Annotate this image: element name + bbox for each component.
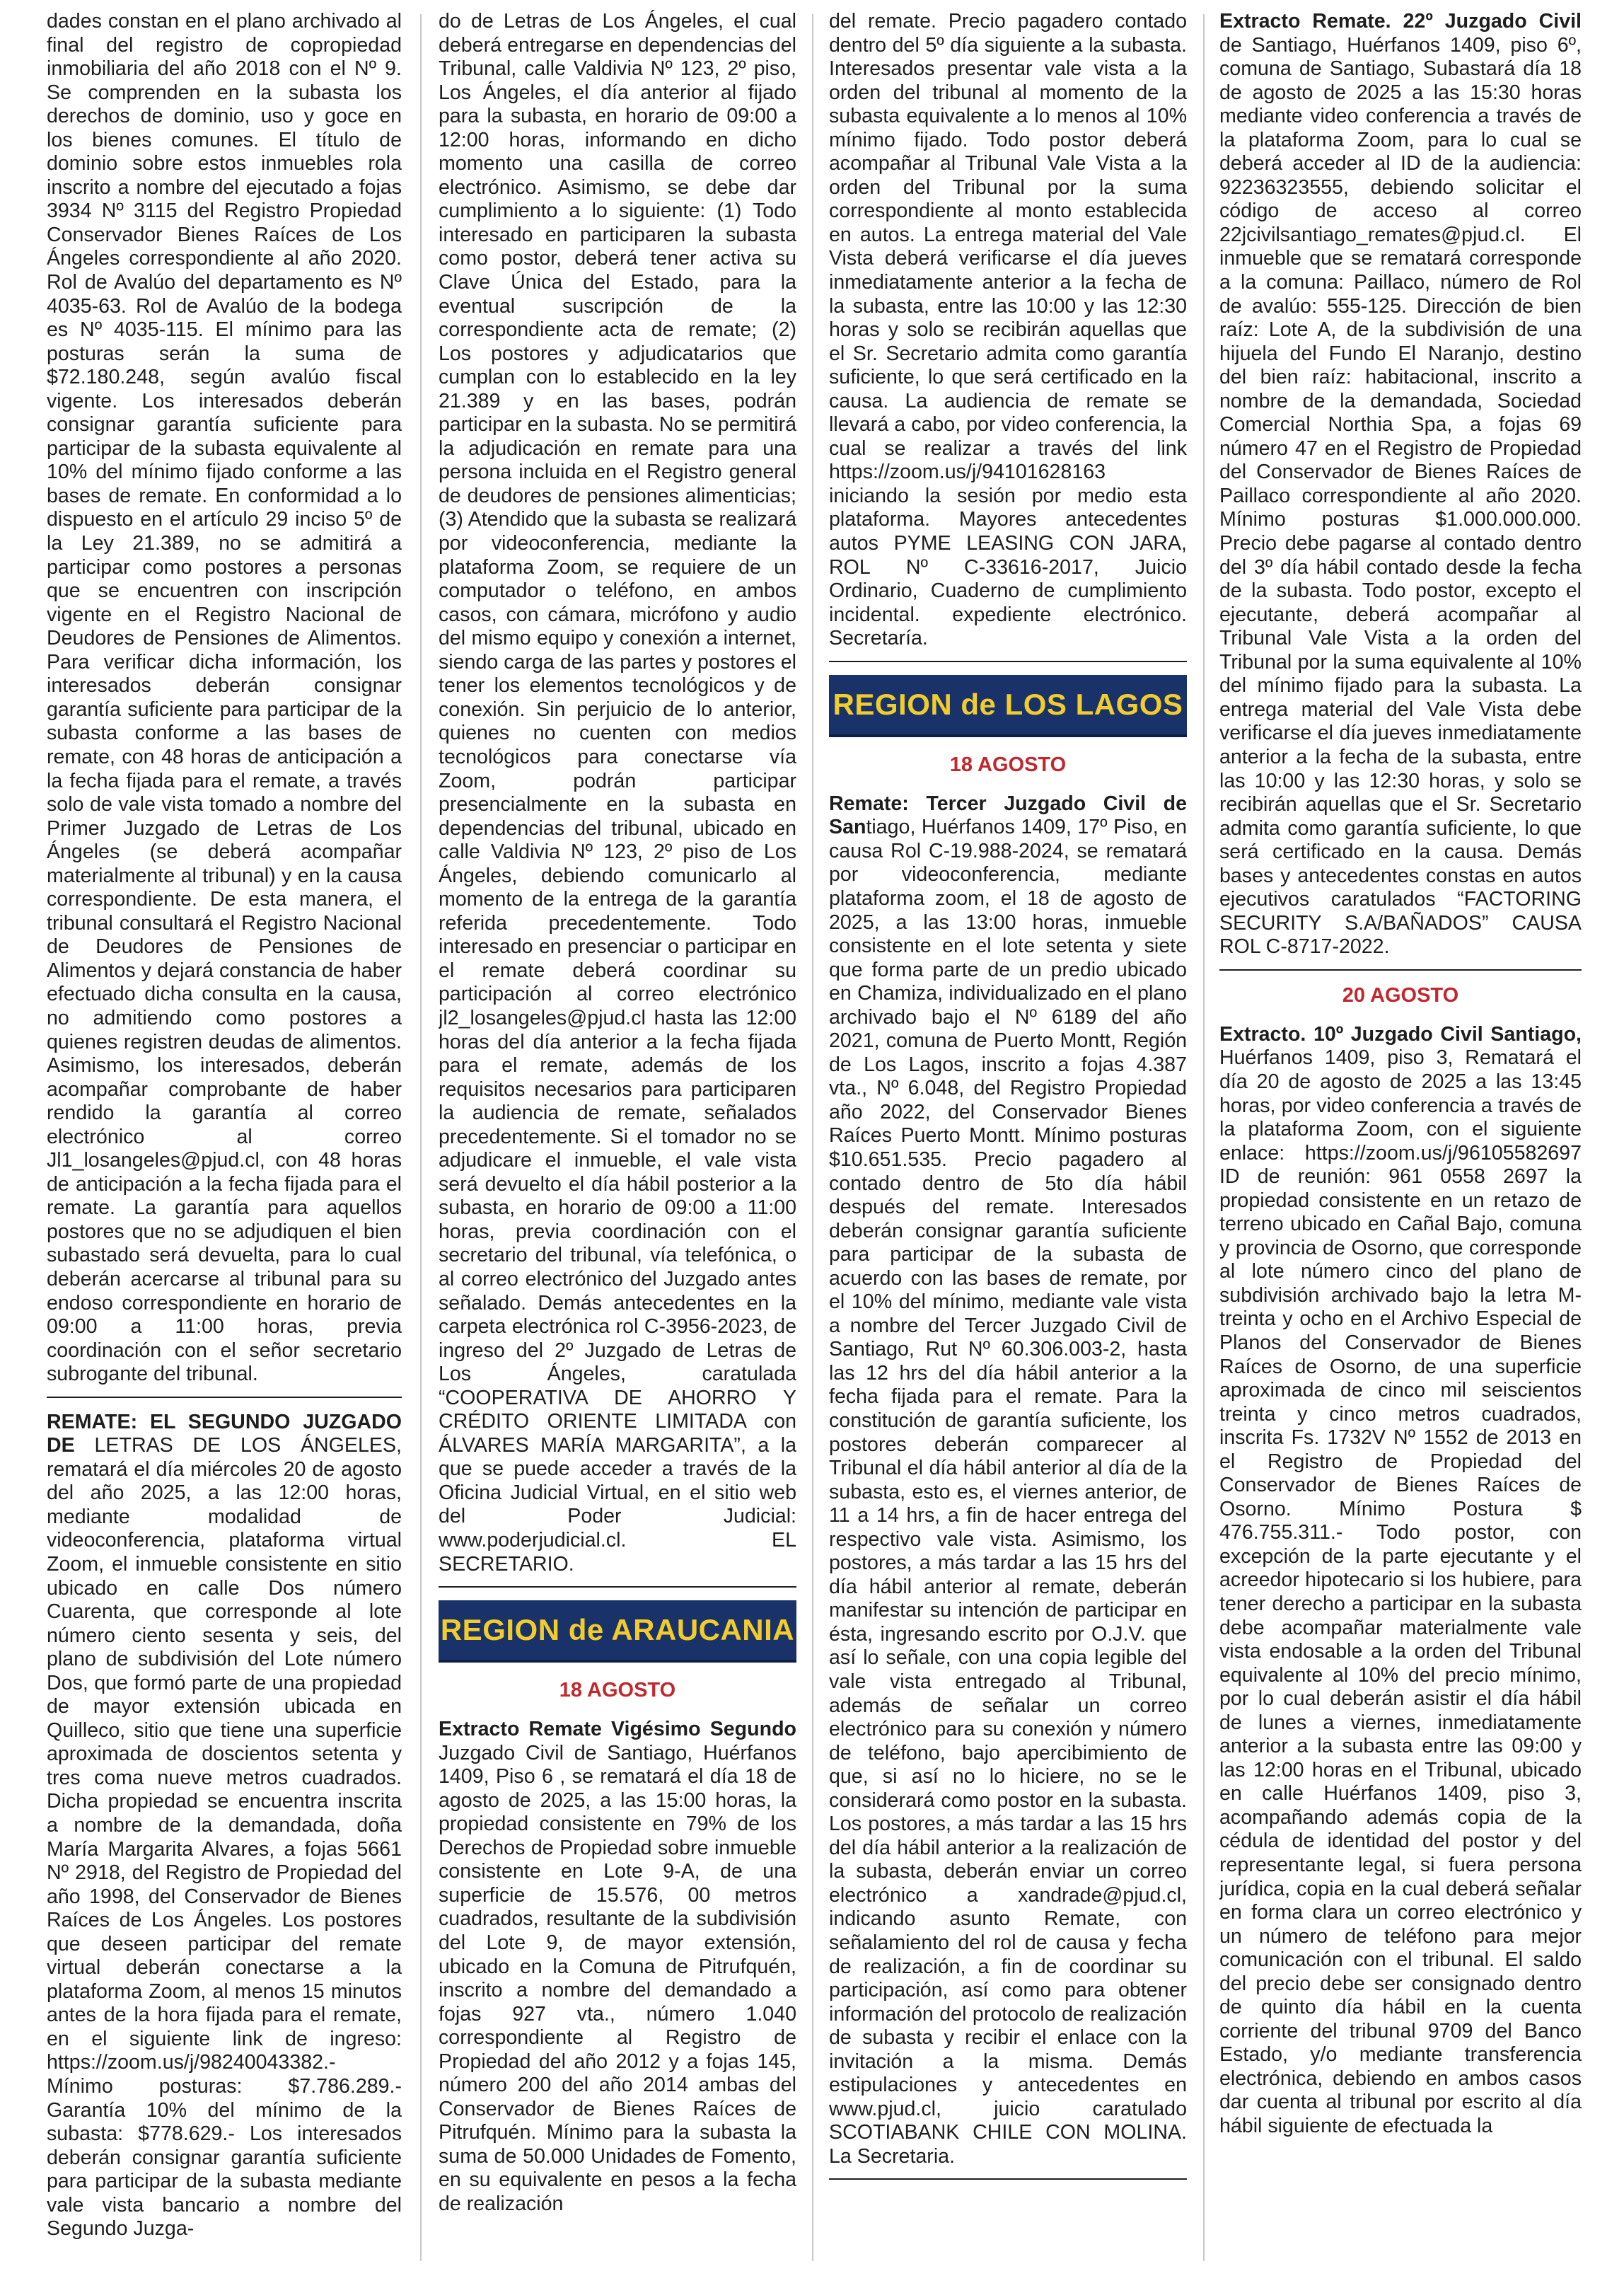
- notice-tercer-juzgado: [829, 792, 1187, 2169]
- notice-los-angeles-continued-2: do de Letras de Los Ángeles, el cual deberá entregarse en dependencias del Tribunal, calle Valdivia Nº 123, 2º piso, Los Ángeles, el día anterior al fijado para la subasta, en horario de 09:00 a 12:00 horas, informando en dicho momento una casilla de correo electrónico. Asimismo, se debe dar cumplimiento a lo siguiente: (1) Todo interesado en participaren la subasta como postor, deberá tener activa su Clave Única del Estado, para la eventual suscripción de la correspondiente acta de remate; (2) Los postores y adjudicatarios que cumplan con lo establecido en la ley 21.389 y en las bases, podrán participar en la subasta. No se permitirá la adjudicación en remate para una persona incluida en el Registro general de deudores de pensiones alimenticias; (3) Atendido que la subasta se realizará por videoconferencia, mediante la plataforma Zoom, se requiere de un computador o teléfono, en ambos casos, con cámara, micrófono y audio del mismo equipo y conexión a internet, siendo carga de las partes y postores el tener los elementos tecnológicos y de conexión. Sin perjuicio de lo anterior, quienes no cuenten con medios tecnológicos para conectarse vía Zoom, podrán participar presencialmente en la subasta en dependencias del tribunal, ubicado en calle Valdivia Nº 123, 2º piso de Los Ángeles, debiendo comunicarlo al momento de la entrega de la garantía referida precedentemente. Todo interesado en presenciar o participar en el remate deberá coordinar su participación al correo electrónico jl2_losangeles@pjud.cl hasta las 12:00 horas del día anterior a la fecha fijada para el remate, además de los requisitos necesarios para participaren la audiencia de remate, señalados precedentemente. Si el tomador no se adjudicare el inmueble, el vale vista será devuelto el día hábil posterior a la subasta, en horario de 09:00 a 11:00 horas, previa coordinación con el secretario del tribunal, vía telefónica, o al correo electrónico del Juzgado antes señalado. Demás antecedentes en la carpeta electrónica rol C-3956-2023, de ingreso del 2º Juzgado de Letras de Los Ángeles, caratulada “COOPERATIVA DE AHORRO Y CRÉDITO ORIENTE LIMITADA con ÁLVARES MARÍA MARGARITA”, a la que se puede acceder a través de la Oficina Judicial Virtual, en el sitio web del Poder Judicial: www.poderjudicial.cl. EL SECRETARIO.: [439, 10, 796, 1576]
- column-rule: [1203, 14, 1205, 2261]
- notice-segundo-juzgado-los-angeles: [47, 1411, 402, 2241]
- column-rule: [420, 14, 422, 2261]
- notice-lead: REMATE: EL SEGUNDO JUZGADO DE: [47, 1410, 402, 1457]
- notice-lead: Extracto. 10º Juzgado Civil Santiago,: [1219, 1022, 1582, 1046]
- notice-pyme-leasing-continued: del remate. Precio pagadero contado dentro del 5º día siguiente a la subasta. Interesados presentar vale vista a la orden del tribunal al momento de la subasta equivalente a lo menos al 10% mínimo fijado. Todo postor deberá acompañar al Tribunal Vale Vista a la orden del Tribunal por la suma correspondiente al monto establecida en autos. La entrega material del Vale Vista deberá verificarse el día jueves inmediatamente anterior a la fecha de la subasta, entre las 10:00 y las 12:30 horas y solo se recibirán aquellas que el Sr. Secretario admita como garantía suficiente, lo que será certificado en la causa. La audiencia de remate se llevará a cabo, por video conferencia, la cual se realizar a través del link https://zoom.us/j/94101628163 iniciando la sesión por medio esta plataforma. Mayores antecedentes autos PYME LEASING CON JARA, ROL Nº C-33616-2017, Juicio Ordinario, Cuaderno de cumplimiento incidental. expediente electrónico. Secretaría.: [829, 10, 1187, 650]
- notice-separator: [47, 1397, 402, 1398]
- column-3: [829, 10, 1187, 2260]
- notice-22-juzgado: [1219, 10, 1582, 959]
- notice-separator: [439, 1586, 796, 1588]
- region-banner-los-lagos: REGION de LOS LAGOS: [829, 675, 1187, 734]
- notice-10-juzgado: [1219, 1023, 1582, 2139]
- notice-los-angeles-continued: dades constan en el plano archivado al final del registro de copropiedad inmobiliaria del año 2018 con el Nº 9. Se comprenden en la subasta los derechos de dominio, uso y goce en los bienes comunes. El título de dominio sobre estos inmuebles rola inscrito a nombre del ejecutado a fojas 3934 Nº 3115 del Registro Propiedad Conservador Bienes Raíces de Los Ángeles correspondiente al año 2020. Rol de Avalúo del departamento es Nº 4035-63. Rol de Avalúo de la bodega es Nº 4035-115. El mínimo para las posturas serán la suma de $72.180.248, según avalúo fiscal vigente. Los interesados deberán consignar garantía suficiente para participar de la subasta equivalente al 10% del mínimo fijado conforme a las bases de remate. En conformidad a lo dispuesto en el artículo 29 inciso 5º de la Ley 21.389, no se admitirá a participar como postores a personas que se encuentren con inscripción vigente en el Registro Nacional de Deudores de Pensiones de Alimentos. Para verificar dicha información, los interesados deberán consignar garantía suficiente para participar de la subasta conforme a las bases de remate, con 48 horas de anticipación a la fecha fijada para el remate, a través solo de vale vista tomado a nombre del Primer Juzgado de Letras de Los Ángeles (se deberá acompañar materialmente al tribunal) y en la causa correspondiente. De esta manera, el tribunal consultará el Registro Nacional de Deudores de Pensiones de Alimentos y dejará constancia de haber efectuado dicha consulta en la causa, no admitiendo como postores a quienes registren deudas de alimentos. Asimismo, los interesados, deberán acompañar comprobante de haber rendido la garantía al correo electrónico al correo Jl1_losangeles@pjud.cl, con 48 horas de anticipación a la fecha fijada para el remate. La garantía para aquellos postores que no se adjudiquen el bien subastado será devuelta, para lo cual deberán acercarse al tribunal para su endoso correspondiente en horario de 09:00 a 11:00 horas, previa coordinación con el señor secretario subrogante del tribunal.: [47, 10, 402, 1386]
- region-banner-araucania: REGION de ARAUCANIA: [439, 1600, 796, 1660]
- notice-lead: Extracto Remate Vigésimo Segundo: [439, 1718, 796, 1741]
- notice-body: tiago, Huérfanos 1409, 17º Piso, en causa Rol C-19.988-2024, se rematará por videoconferencia, mediante plataforma zoom, el 18 de agosto de 2025, a las 13:00 horas, inmueble consistente en el lote setenta y siete que forma parte de un predio ubicado en Chamiza, individualizado en el plano archivado bajo el Nº 6189 del año 2021, comuna de Puerto Montt, Región de Los Lagos, inscrito a fojas 4.387 vta., Nº 6.048, del Registro Propiedad año 2022, del Conservador Bienes Raíces Puerto Montt. Mínimo posturas $10.651.535. Precio pagadero al contado dentro de 5to día hábil después del remate. Interesados deberán consignar garantía suficiente para participar de la subasta de acuerdo con las bases de remate, por el 10% del mínimo, mediante vale vista a nombre del Tercer Juzgado Civil de Santiago, Rut Nº 60.306.003-2, hasta las 12 hrs del día hábil anterior a la fecha fijada para el remate. Para la constitución de garantía suficiente, los postores deberán comparecer al Tribunal el día hábil anterior al día de la subasta, esto es, el viernes anterior, de 11 a 14 hrs, a fin de hacer entrega del respectivo vale vista. Asimismo, los postores, a más tardar a las 15 hrs del día hábil anterior al remate, deberán manifestar su intención de participar en ésta, ingresando escrito por O.J.V. que así lo señale, con una copia legible del vale vista entregado al Tribunal, además de señalar un correo electrónico para su conexión y número de teléfono, bajo apercibimiento de que, si así no lo hiciere, no se le considerará como postor en la subasta. Los postores, a más tardar a las 15 hrs del día hábil anterior a la realización de la subasta, deberán enviar un correo electrónico a xandrade@pjud.cl, indicando asunto Remate, con señalamiento del rol de causa y fecha de realización, a fin de coordinar su participación, así como para obtener información del protocolo de realización de subasta y recibir el enlace con la invitación a la misma. Demás estipulaciones y antecedentes en www.pjud.cl, juicio caratulado SCOTIABANK CHILE CON MOLINA. La Secretaria.: [829, 816, 1187, 2168]
- column-1: [47, 10, 402, 2260]
- notice-separator: [829, 661, 1187, 662]
- notice-body: Juzgado Civil de Santiago, Huérfanos 1409, Piso 6 , se rematará el día 18 de agosto de 2025, a las 15:00 horas, la propiedad consistente en 79% de los Derechos de Propiedad sobre inmueble consistente en Lote 9-A, de una superficie de 15.576, 00 metros cuadrados, resultante de la subdivisión del Lote 9, de mayor extensión, ubicado en la Comuna de Pitrufquén, inscrito a nombre del demandado a fojas 927 vta., número 1.040 correspondiente al Registro de Propiedad del año 2012 y a fojas 145, número 200 del año 2014 ambas del Conservador de Bienes Raíces de Pitrufquén. Mínimo para la subasta la suma de 50.000 Unidades de Fomento, en su equivalente en pesos a la fecha de realización: [439, 1741, 796, 2216]
- column-rule: [812, 14, 813, 2261]
- notice-vigesimo-segundo-juzgado: [439, 1718, 796, 2216]
- column-2: [439, 10, 796, 2260]
- notice-lead: Extracto Remate. 22º Juzgado Civil: [1219, 10, 1582, 33]
- date-heading: 18 AGOSTO: [559, 1679, 676, 1702]
- date-heading: 20 AGOSTO: [1342, 983, 1459, 1007]
- notice-separator: [829, 2178, 1187, 2180]
- notice-lead: Remate: Tercer Juzgado Civil de San: [829, 792, 1187, 839]
- column-4: [1219, 10, 1582, 2260]
- notice-body: Huérfanos 1409, piso 3, Rematará el día 20 de agosto de 2025 a las 13:45 horas, por video conferencia a través de la plataforma Zoom, con el siguiente enlace: https://zoom.us/j/96105582697 ID de reunión: 961 0558 2697 la propiedad consistente en un retazo de terreno ubicado en Cañal Bajo, comuna y provincia de Osorno, que corresponde al lote número cinco del plano de subdivisión archivado bajo la letra M-treinta y ocho en el Archivo Especial de Planos del Conservador de Bienes Raíces de Osorno, de una superficie aproximada de cinco mil seiscientos treinta y cinco metros cuadrados, inscrita Fs. 1732V Nº 1552 de 2013 en el Registro de Propiedad del Conservador de Bienes Raíces de Osorno. Mínimo Postura $ 476.755.311.- Todo postor, con excepción de la parte ejecutante y el acreedor hipotecario si los hubiere, para tener derecho a participar en la subasta debe acompañar materialmente vale vista endosable a la orden del Tribunal equivalente al 10% del precio mínimo, por lo cual deberán asistir el día hábil de lunes a viernes, inmediatamente anterior a la subasta entre las 09:00 y las 12:00 horas en el Tribunal, ubicado en calle Huérfanos 1409, piso 3, acompañando además copia de la cédula de identidad del postor y del representante legal, si fuera persona jurídica, copia en la cual deberá señalar en forma clara un correo electrónico y un número de teléfono para mejor comunicación con el tribunal. El saldo del precio debe ser consignado dentro de quinto día hábil en la cuenta corriente del tribunal 9709 del Banco Estado, y/o mediante transferencia electrónica, debiendo en ambos casos dar cuenta al tribunal por escrito al día hábil siguiente de efectuada la: [1219, 1046, 1582, 2138]
- date-heading: 18 AGOSTO: [949, 753, 1067, 776]
- notice-body: LETRAS DE LOS ÁNGELES, rematará el día miércoles 20 de agosto del año 2025, a las 12:00 horas, mediante modalidad de videoconferencia, plataforma virtual Zoom, el inmueble consistente en sitio ubicado en calle Dos número Cuarenta, que corresponde al lote número ciento sesenta y seis, del plano de subdivisión del Lote número Dos, que formó parte de una propiedad de mayor extensión ubicada en Quilleco, sitio que tiene una superficie aproximada de doscientos setenta y tres coma nueve metros cuadrados. Dicha propiedad se encuentra inscrita a nombre de la demandada, doña María Margarita Alvares, a fojas 5661 Nº 2918, del Registro de Propiedad del año 1998, del Conservador de Bienes Raíces de Los Ángeles. Los postores que deseen participar del remate virtual deberán conectarse a la plataforma Zoom, al menos 15 minutos antes de la hora fijada para el remate, en el siguiente link de ingreso: https://zoom.us/j/98240043382.- Mínimo posturas: $7.786.289.- Garantía 10% del mínimo de la subasta: $778.629.- Los interesados deberán consignar garantía suficiente para participar de la subasta mediante vale vista bancario a nombre del Segundo Juzga-: [47, 1434, 402, 2241]
- notice-separator: [1219, 969, 1582, 971]
- notice-body: de Santiago, Huérfanos 1409, piso 6º, comuna de Santiago, Subastará día 18 de agosto de 2025 a las 15:30 horas mediante video conferencia a través de la plataforma Zoom, para lo cual se deberá acceder al ID de la audiencia: 92236323555, debiendo solicitar el código de acceso al correo 22jcivilsantiago_remates@pjud.cl. El inmueble que se rematará corresponde a la comuna: Paillaco, número de Rol de avalúo: 555-125. Dirección de bien raíz: Lote A, de la subdivisión de una hijuela del Fundo El Naranjo, destino del bien raíz: habitacional, inscrito a nombre de la demandada, Sociedad Comercial Northia Spa, a fojas 69 número 47 en el Registro de Propiedad del Conservador de Bienes Raíces de Paillaco correspondiente al año 2020. Mínimo posturas $1.000.000.000. Precio debe pagarse al contado dentro del 3º día hábil contado desde la fecha de la subasta. Todo postor, excepto el ejecutante, deberá acompañar al Tribunal Vale Vista a la orden del Tribunal por la suma equivalente al 10% del mínimo fijado para la subasta. La entrega material del Vale Vista debe verificarse el día jueves inmediatamente anterior a la fecha de la subasta, entre las 10:00 y las 12:30 horas, y solo se recibirán aquellas que el Sr. Secretario admita como garantía suficiente, lo que será certificado en la causa. Demás bases y antecedentes constas en autos ejecutivos caratulados “FACTORING SECURITY S.A/BAÑADOS” CAUSA ROL C-8717-2022.: [1219, 33, 1582, 959]
